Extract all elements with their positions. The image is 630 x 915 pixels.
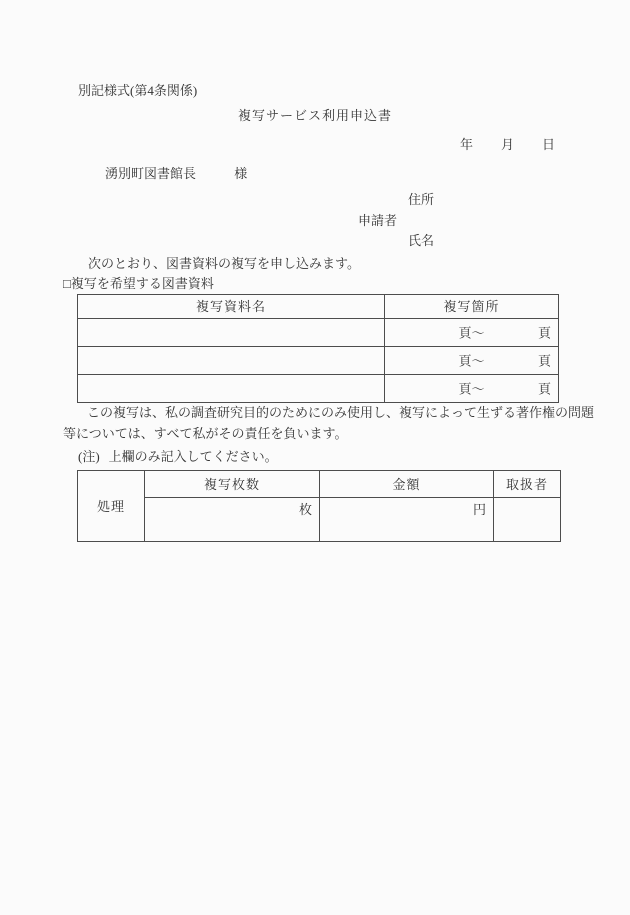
applicant-address-label: 住所 [408, 192, 435, 207]
applicant-name-label: 氏名 [408, 233, 435, 248]
checkbox-icon[interactable]: □ [63, 276, 71, 291]
handler-header: 取扱者 [494, 471, 561, 498]
copies-unit-label: 枚 [298, 502, 312, 517]
intro-sentence: 次のとおり、図書資料の複写を申し込みます。 [88, 256, 360, 271]
copy-location-cell[interactable] [385, 375, 559, 403]
materials-header-row [78, 295, 559, 319]
material-name-cell[interactable] [78, 319, 385, 347]
note-line [78, 449, 278, 464]
date-month-label: 月 [500, 137, 514, 152]
office-use-table [77, 470, 561, 542]
material-name-cell[interactable] [78, 347, 385, 375]
addressee-line [105, 166, 247, 181]
applicant-label: 申請者 [358, 213, 398, 228]
addressee-name: 湧別町図書館長 [105, 166, 197, 181]
copies-count-header: 複写枚数 [145, 471, 320, 498]
date-year-label: 年 [459, 137, 473, 152]
material-name-header: 複写資料名 [78, 295, 385, 319]
form-title: 複写サービス利用申込書 [237, 108, 392, 123]
table-row [78, 375, 559, 403]
office-header-row [78, 471, 561, 498]
form-reference: 別記様式(第4条関係) [78, 83, 198, 98]
note-prefix: (注) [78, 449, 100, 464]
pledge-line-2: 等については、すべて私がその責任を負います。 [63, 426, 348, 441]
materials-checkbox-line [63, 276, 214, 291]
office-processing-label: 処理 [78, 471, 145, 542]
material-name-cell[interactable] [78, 375, 385, 403]
copy-location-cell[interactable] [385, 347, 559, 375]
handler-cell[interactable] [494, 498, 561, 542]
date-day-label: 日 [541, 137, 555, 152]
amount-unit-label: 円 [472, 502, 486, 517]
pages-to-label: 頁 [537, 353, 551, 368]
pages-to-label: 頁 [537, 381, 551, 396]
date-line [460, 137, 555, 152]
materials-table [77, 294, 559, 403]
copy-location-header: 複写箇所 [385, 295, 559, 319]
table-row [78, 347, 559, 375]
office-body-row [78, 498, 561, 542]
amount-cell[interactable] [320, 498, 494, 542]
pledge-line-1: この複写は、私の調査研究目的のためにのみ使用し、複写によって生ずる著作権の問題 [87, 405, 595, 420]
copy-location-cell[interactable] [385, 319, 559, 347]
pages-from-label: 頁～ [458, 353, 485, 368]
table-row [78, 319, 559, 347]
checkbox-label: 複写を希望する図書資料 [70, 276, 214, 291]
pages-to-label: 頁 [537, 325, 551, 340]
pages-from-label: 頁～ [458, 381, 485, 396]
pages-from-label: 頁～ [458, 325, 485, 340]
copies-count-cell[interactable] [145, 498, 320, 542]
note-text: 上欄のみ記入してください。 [108, 449, 278, 464]
addressee-honorific: 様 [234, 166, 248, 181]
amount-header: 金額 [320, 471, 494, 498]
